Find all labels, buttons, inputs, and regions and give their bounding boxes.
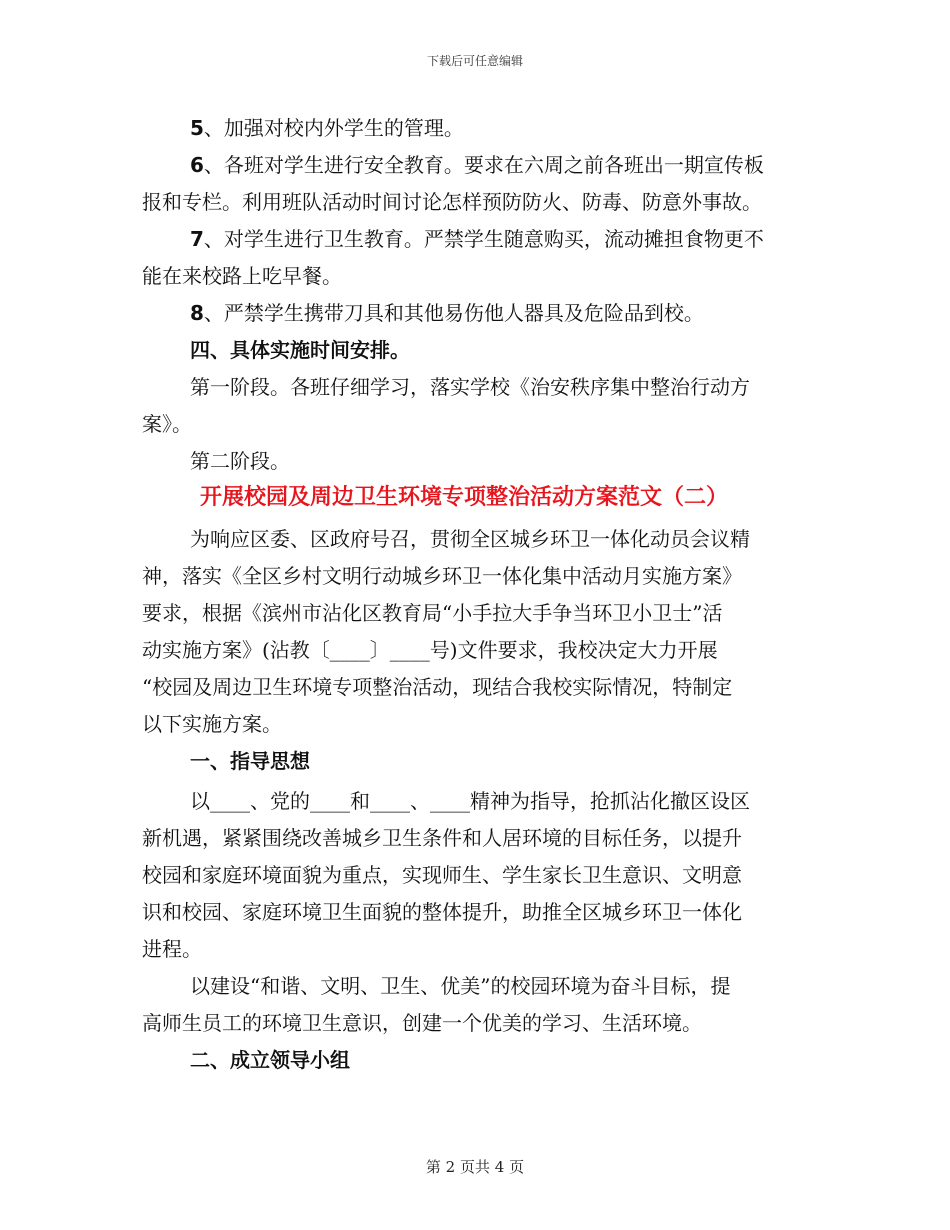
line-text: 动实施方案》(沾教〔____〕____号)文件要求，我校决定大力开展 xyxy=(142,638,718,662)
text-line xyxy=(0,298,950,328)
line-text: 二、成立领导小组 xyxy=(190,1048,350,1072)
line-text: 、严禁学生携带刀具和其他易伤他人器具及危险品到校。 xyxy=(203,301,704,325)
line-text: 以____、党的____和____、____精神为指导，抢抓沾化撤区设区 xyxy=(190,789,750,813)
text-line xyxy=(0,598,950,628)
section-heading xyxy=(0,1045,950,1075)
line-text: 进程。 xyxy=(142,937,202,961)
item-number: 5 xyxy=(190,116,204,140)
line-text: 一、指导思想 xyxy=(190,749,310,773)
line-text: 校园和家庭环境面貌为重点，实现师生、学生家长卫生意识、文明意 xyxy=(142,863,742,887)
text-line xyxy=(0,561,950,591)
line-text: 神，落实《全区乡村文明行动城乡环卫一体化集中活动月实施方案》 xyxy=(142,564,742,588)
line-text: 能在来校路上吃早餐。 xyxy=(142,264,342,288)
page-footer: 第 2 页共 4 页 xyxy=(425,1158,525,1176)
section-heading xyxy=(0,746,950,776)
text-line xyxy=(0,709,950,739)
text-line xyxy=(0,934,950,964)
line-text: 、加强对校内外学生的管理。 xyxy=(203,116,464,140)
line-text: 以下实施方案。 xyxy=(142,712,282,736)
line-text: 为响应区委、区政府号召，贯彻全区城乡环卫一体化动员会议精 xyxy=(190,527,750,551)
item-number: 7 xyxy=(190,227,204,251)
line-text: 、各班对学生进行安全教育。要求在六周之前各班出一期宣传板 xyxy=(203,153,764,177)
line-text: 识和校园、家庭环境卫生面貌的整体提升，助推全区城乡环卫一体化 xyxy=(142,900,742,924)
text-line xyxy=(0,187,950,217)
text-line xyxy=(0,823,950,853)
text-line xyxy=(0,971,950,1001)
line-text: 报和专栏。利用班队活动时间讨论怎样预防防火、防毒、防意外事故。 xyxy=(142,190,762,214)
text-line xyxy=(0,113,950,143)
text-line xyxy=(0,1008,950,1038)
line-text: 高师生员工的环境卫生意识，创建一个优美的学习、生活环境。 xyxy=(142,1011,702,1035)
text-line xyxy=(0,224,950,254)
line-text: “校园及周边卫生环境专项整治活动，现结合我校实际情况，特制定 xyxy=(142,675,733,699)
line-text: 、对学生进行卫生教育。严禁学生随意购买，流动摊担食物更不 xyxy=(203,227,764,251)
text-line xyxy=(0,409,950,439)
text-line xyxy=(0,524,950,554)
line-text: 新机遇，紧紧围绕改善城乡卫生条件和人居环境的目标任务，以提升 xyxy=(142,826,742,850)
text-line xyxy=(0,372,950,402)
text-line xyxy=(0,897,950,927)
text-line xyxy=(0,150,950,180)
line-text: 四、具体实施时间安排。 xyxy=(190,338,410,362)
text-line xyxy=(0,786,950,816)
line-text: 以建设“和谐、文明、卫生、优美”的校园环境为奋斗目标，提 xyxy=(190,974,731,998)
text-line xyxy=(0,446,950,476)
text-line xyxy=(0,860,950,890)
page-header: 下载后可任意编辑 xyxy=(426,54,523,68)
section-heading xyxy=(0,335,950,365)
line-text: 开展校园及周边卫生环境专项整治活动方案范文（二） xyxy=(200,485,729,510)
text-line xyxy=(0,635,950,665)
text-line xyxy=(0,261,950,291)
line-text: 要求，根据《滨州市沾化区教育局“小手拉大手争当环卫小卫士”活 xyxy=(142,601,723,625)
document-title xyxy=(0,483,950,513)
line-text: 案》。 xyxy=(142,412,192,436)
line-text: 第一阶段。各班仔细学习，落实学校《治安秩序集中整治行动方 xyxy=(190,375,750,399)
item-number: 6 xyxy=(190,153,204,177)
item-number: 8 xyxy=(190,301,204,325)
text-line xyxy=(0,672,950,702)
line-text: 第二阶段。 xyxy=(190,449,290,473)
